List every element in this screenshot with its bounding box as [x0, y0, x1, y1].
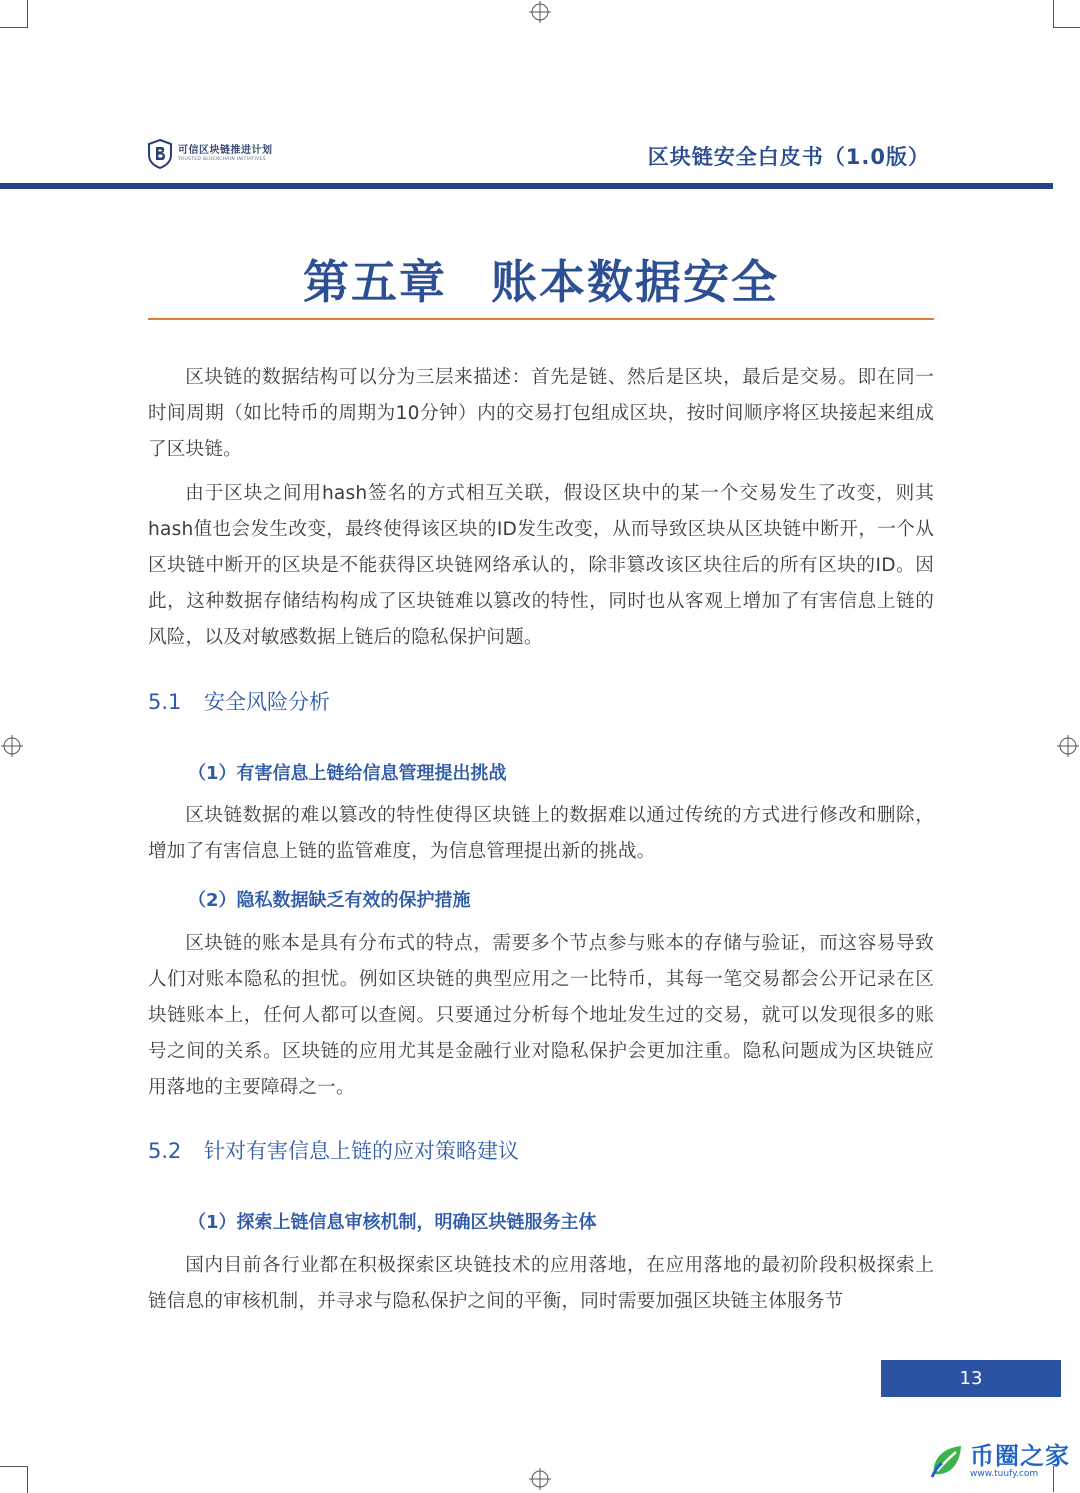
subheading-5-2-1: （1）探索上链信息审核机制，明确区块链服务主体	[188, 1212, 597, 1233]
document-title: 区块链安全白皮书（1.0版）	[647, 145, 930, 169]
subheading-5-1-2: （2）隐私数据缺乏有效的保护措施	[188, 890, 471, 911]
header-rule	[0, 183, 1053, 189]
shield-b-logo-icon	[148, 139, 172, 169]
section-number: 5.2	[148, 1139, 182, 1163]
chapter-underline	[148, 318, 934, 320]
section-title: 针对有害信息上链的应对策略建议	[204, 1139, 519, 1163]
paragraph-5-1-1: 区块链数据的难以篡改的特性使得区块链上的数据难以通过传统的方式进行修改和删除，增加了有害信息上链的监管难度，为信息管理提出新的挑战。	[148, 805, 934, 862]
section-title: 安全风险分析	[204, 690, 330, 714]
chapter-title: 账本数据安全	[491, 255, 779, 309]
crop-mark-top-left	[0, 0, 28, 28]
leaf-logo-icon	[928, 1442, 966, 1480]
logo-english-name: TRUSTED BLOCKCHAIN INITIATIVES	[178, 156, 266, 162]
registration-mark-right	[1057, 735, 1079, 757]
crop-mark-top-right	[1053, 0, 1080, 28]
page-number: 13	[881, 1360, 1061, 1397]
registration-mark-bottom	[529, 1468, 551, 1490]
subheading-5-1-1: （1）有害信息上链给信息管理提出挑战	[188, 763, 507, 784]
registration-mark-left	[1, 735, 23, 757]
logo-chinese-name: 可信区块链推进计划	[178, 144, 273, 156]
registration-mark-top	[529, 1, 551, 23]
section-heading-5-2	[148, 1135, 519, 1165]
paragraph-5-1-2: 区块链的账本是具有分布式的特点，需要多个节点参与账本的存储与验证，而这容易导致人们对账本隐私的担忧。例如区块链的典型应用之一比特币，其每一笔交易都会公开记录在区块链账本上，任何人都可以查阅。只要通过分析每个地址发生过的交易，就可以发现很多的账号之间的关系。区块链的应用尤其是金融行业对隐私保护会更加注重。隐私问题成为区块链应用落地的主要障碍之一。	[148, 933, 934, 1098]
watermark	[928, 1442, 1070, 1480]
chapter-number: 第五章	[303, 255, 447, 309]
intro-paragraph-1: 区块链的数据结构可以分为三层来描述：首先是链、然后是区块，最后是交易。即在同一时间周期（如比特币的周期为10分钟）内的交易打包组成区块，按时间顺序将区块接起来组成了区块链。	[148, 367, 934, 460]
crop-mark-bottom-left	[0, 1466, 28, 1493]
paragraph-5-2-1: 国内目前各行业都在积极探索区块链技术的应用落地，在应用落地的最初阶段积极探索上链信息的审核机制，并寻求与隐私保护之间的平衡，同时需要加强区块链主体服务节	[148, 1255, 934, 1312]
section-heading-5-1	[148, 686, 330, 716]
chapter-heading	[148, 246, 934, 312]
header-logo	[148, 139, 273, 169]
section-number: 5.1	[148, 690, 182, 714]
watermark-url: www.tuufy.com	[970, 1468, 1039, 1479]
intro-paragraph-2: 由于区块之间用hash签名的方式相互关联，假设区块中的某一个交易发生了改变，则其hash值也会发生改变，最终使得该区块的ID发生改变，从而导致区块从区块链中断开，一个从区块链中断开的区块是不能获得区块链网络承认的，除非篡改该区块往后的所有区块的ID。因此，这种数据存储结构构成了区块链难以篡改的特性，同时也从客观上增加了有害信息上链的风险，以及对敏感数据上链后的隐私保护问题。	[148, 483, 934, 648]
watermark-name: 币圈之家	[970, 1441, 1070, 1470]
